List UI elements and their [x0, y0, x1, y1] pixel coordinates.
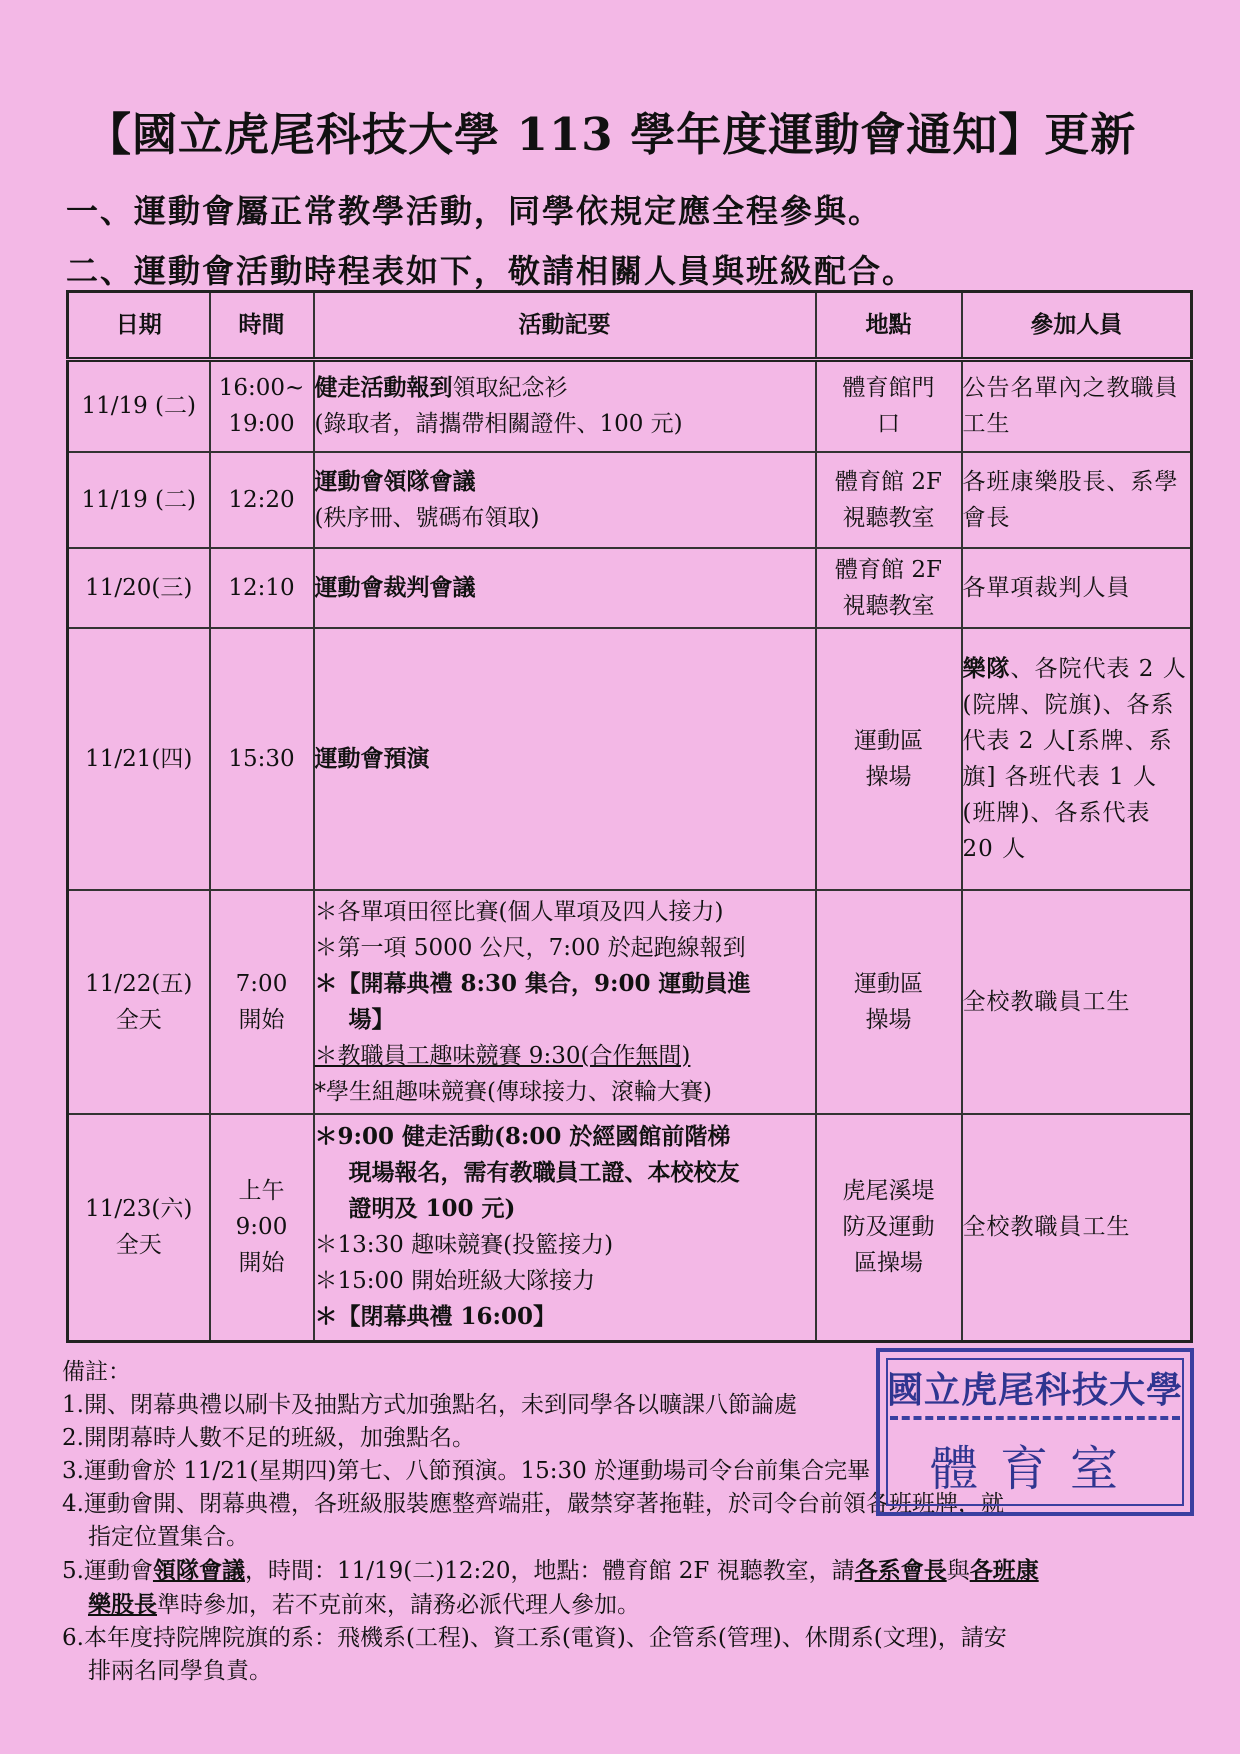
- row-activity: 運動會裁判會議: [314, 548, 816, 628]
- table-row: [68, 628, 1192, 890]
- office-stamp: [876, 1348, 1194, 1516]
- row-people: 全校教職員工生: [962, 890, 1192, 1114]
- row-date: 11/19 (二): [68, 452, 210, 548]
- row-date: 11/21(四): [68, 628, 210, 890]
- header-place: 地點: [816, 292, 962, 360]
- row-activity: ＊9:00 健走活動(8:00 於經國館前階梯 現場報名，需有教職員工證、本校校友 證明及 100 元) ＊13:30 趣味競賽(投籃接力) ＊15:00 開始班級大隊接力 ＊【閉幕典禮 16:00】: [314, 1114, 816, 1342]
- stamp-divider: [890, 1416, 1180, 1420]
- stamp-top-text: 國立虎尾科技大學: [886, 1369, 1183, 1411]
- row-time: 15:30: [210, 628, 314, 890]
- note-4-cont: 指定位置集合。: [88, 1524, 249, 1550]
- row-people: 各單項裁判人員: [962, 548, 1192, 628]
- note-2: 2.開閉幕時人數不足的班級，加強點名。: [62, 1425, 475, 1451]
- note-5: 5.運動會領隊會議，時間：11/19(二)12:20，地點：體育館 2F 視聽教室，請各系會長與各班康: [62, 1557, 1039, 1584]
- table-row: [68, 360, 1192, 452]
- stamp-bottom-text: 體育室: [929, 1441, 1140, 1497]
- note-1: 1.開、閉幕典禮以刷卡及抽點方式加強點名，未到同學各以曠課八節論處: [62, 1392, 797, 1418]
- header-people: 參加人員: [962, 292, 1192, 360]
- row-people: 全校教職員工生: [962, 1114, 1192, 1342]
- note-5-cont: 樂股長準時參加，若不克前來，請務必派代理人參加。: [88, 1591, 640, 1618]
- row-date: 11/22(五) 全天: [68, 890, 210, 1114]
- row-time: 12:20: [210, 452, 314, 548]
- header-activity: 活動記要: [314, 292, 816, 360]
- row-time: 7:00 開始: [210, 890, 314, 1114]
- row-people: 樂隊、各院代表 2 人(院牌、院旗)、各系代表 2 人[系牌、系旗] 各班代表 1 人(班牌)、各系代表 20 人: [962, 628, 1192, 890]
- row-activity: 運動會預演: [314, 628, 816, 890]
- row-place: 體育館門 口: [816, 360, 962, 452]
- row-place: 體育館 2F 視聽教室: [816, 548, 962, 628]
- row-time: 16:00~ 19:00: [210, 360, 314, 452]
- page-title: 【國立虎尾科技大學 113 學年度運動會通知】更新: [86, 108, 1137, 161]
- row-place: 運動區 操場: [816, 890, 962, 1114]
- header-date: 日期: [68, 292, 210, 360]
- table-row: [68, 548, 1192, 628]
- section-2: 二、運動會活動時程表如下，敬請相關人員與班級配合。: [66, 252, 917, 290]
- table-row: [68, 452, 1192, 548]
- section-1: 一、運動會屬正常教學活動，同學依規定應全程參與。: [66, 192, 883, 230]
- row-time: 上午 9:00 開始: [210, 1114, 314, 1342]
- row-place: 體育館 2F 視聽教室: [816, 452, 962, 548]
- row-place: 虎尾溪堤 防及運動 區操場: [816, 1114, 962, 1342]
- table-row: [68, 1114, 1192, 1342]
- table-header-row: [68, 292, 1192, 360]
- row-people: 各班康樂股長、系學會長: [962, 452, 1192, 548]
- row-date: 11/19 (二): [68, 360, 210, 452]
- table-row: [68, 890, 1192, 1114]
- note-6-cont: 排兩名同學負責。: [88, 1658, 272, 1684]
- row-activity: 健走活動報到領取紀念衫 (錄取者，請攜帶相關證件、100 元): [314, 360, 816, 452]
- note-6: 6.本年度持院牌院旗的系：飛機系(工程)、資工系(電資)、企管系(管理)、休閒系(文理)，請安: [62, 1625, 1007, 1651]
- row-date: 11/23(六) 全天: [68, 1114, 210, 1342]
- schedule-table: [66, 290, 1193, 1343]
- row-place: 運動區 操場: [816, 628, 962, 890]
- notes-heading: 備註：: [62, 1359, 131, 1385]
- row-activity: 運動會領隊會議 (秩序冊、號碼布領取): [314, 452, 816, 548]
- row-activity: ＊各單項田徑比賽(個人單項及四人接力) ＊第一項 5000 公尺，7:00 於起跑線報到 ＊【開幕典禮 8:30 集合，9:00 運動員進 場】 ＊教職員工趣味競賽 9:30(合作無間) *學生組趣味競賽(傳球接力、滾輪大賽): [314, 890, 816, 1114]
- row-people: 公告名單內之教職員工生: [962, 360, 1192, 452]
- header-time: 時間: [210, 292, 314, 360]
- row-time: 12:10: [210, 548, 314, 628]
- row-date: 11/20(三): [68, 548, 210, 628]
- note-4: 4.運動會開、閉幕典禮，各班級服裝應整齊端莊，嚴禁穿著拖鞋，於司令台前領各班班牌，就: [62, 1491, 1004, 1517]
- note-3: 3.運動會於 11/21(星期四)第七、八節預演。15:30 於運動場司令台前集合完畢: [62, 1458, 871, 1484]
